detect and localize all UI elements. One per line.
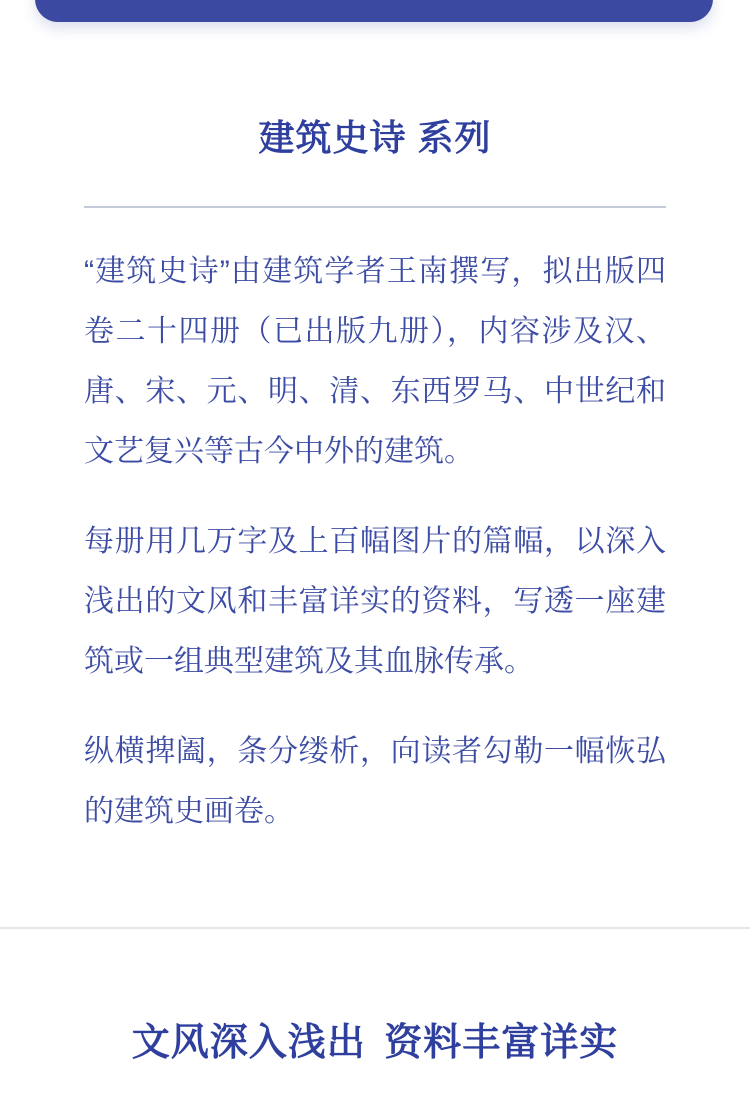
section-divider	[0, 927, 750, 929]
description-paragraph: 纵横捭阖，条分缕析，向读者勾勒一幅恢弘的建筑史画卷。	[84, 735, 666, 828]
feature-section-title: 文风深入浅出 资料丰富详实	[131, 1022, 619, 1064]
series-title: 建筑史诗 系列	[258, 117, 492, 158]
title-divider	[84, 206, 666, 208]
series-description	[0, 242, 750, 842]
header-card-bottom-edge	[35, 0, 713, 22]
description-paragraph: “建筑史诗”由建筑学者王南撰写，拟出版四卷二十四册（已出版九册），内容涉及汉、唐、宋、元、明、清、东西罗马、中世纪和文艺复兴等古今中外的建筑。	[84, 255, 666, 468]
description-paragraph: 每册用几万字及上百幅图片的篇幅，以深入浅出的文风和丰富详实的资料，写透一座建筑或一组典型建筑及其血脉传承。	[84, 525, 666, 678]
